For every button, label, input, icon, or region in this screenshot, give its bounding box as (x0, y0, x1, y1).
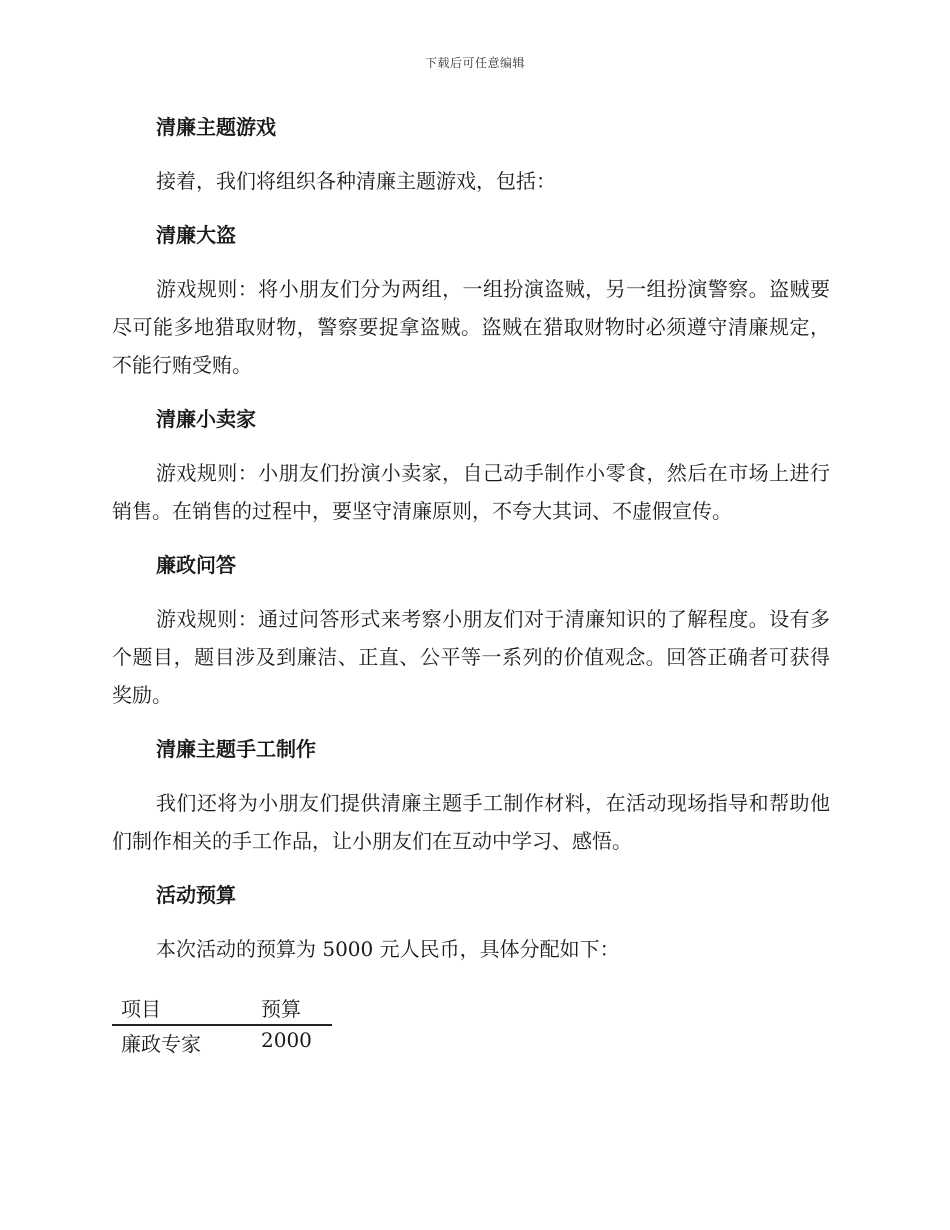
game1-rules-paragraph: 游戏规则：将小朋友们分为两组，一组扮演盗贼，另一组扮演警察。盗贼要尽可能多地猎取财物，警察要捉拿盗贼。盗贼在猎取财物时必须遵守清廉规定，不能行贿受贿。 (112, 277, 830, 377)
handcraft-paragraph: 我们还将为小朋友们提供清廉主题手工制作材料，在活动现场指导和帮助他们制作相关的手工作品，让小朋友们在互动中学习、感悟。 (112, 791, 830, 853)
budget-item-amount: 2000 (261, 1028, 312, 1052)
document-body (112, 108, 830, 1062)
section-heading-handcraft: 清廉主题手工制作 (156, 737, 316, 761)
budget-table-header-row (112, 988, 332, 1025)
budget-table-header-item: 项目 (112, 988, 252, 1025)
budget-intro-paragraph: 本次活动的预算为 5000 元人民币，具体分配如下： (156, 937, 620, 961)
budget-item-name: 廉政专家 (121, 1032, 201, 1056)
section-heading-games: 清廉主题游戏 (156, 115, 276, 139)
budget-table (112, 988, 332, 1062)
game2-rules-paragraph: 游戏规则：小朋友们扮演小卖家，自己动手制作小零食，然后在市场上进行销售。在销售的过程中，要坚守清廉原则，不夸大其词、不虚假宣传。 (112, 461, 830, 523)
budget-table-header-budget: 预算 (252, 988, 332, 1025)
games-intro-paragraph: 接着，我们将组织各种清廉主题游戏，包括： (156, 169, 556, 193)
section-heading-game3: 廉政问答 (156, 553, 236, 577)
section-heading-game1: 清廉大盗 (156, 223, 236, 247)
page-header: 下载后可任意编辑 (424, 56, 525, 70)
table-row (112, 1025, 332, 1062)
section-heading-budget: 活动预算 (156, 883, 236, 907)
game3-rules-paragraph: 游戏规则：通过问答形式来考察小朋友们对于清廉知识的了解程度。设有多个题目，题目涉及到廉洁、正直、公平等一系列的价值观念。回答正确者可获得奖励。 (112, 607, 830, 707)
section-heading-game2: 清廉小卖家 (156, 407, 256, 431)
